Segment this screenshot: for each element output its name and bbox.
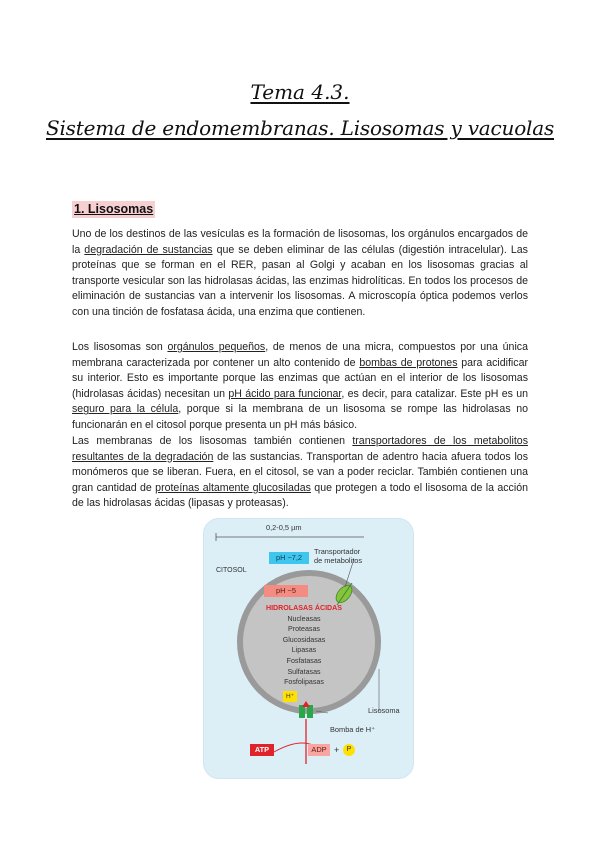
- p3-underline-2: proteínas altamente glucosiladas: [155, 481, 311, 494]
- p3-text-a: Las membranas de los lisosomas también contienen: [72, 435, 353, 447]
- transporter-label-2: de metabolitos: [314, 556, 363, 565]
- enzyme-item: Proteasas: [288, 625, 320, 634]
- p2-underline-2: bombas de protones: [359, 356, 458, 369]
- p1-text-b: que se deben eliminar de las células (digestión intracelular). Las proteínas que se forman en el RER, pasan al Golgi y acaban en los lisosomas gracias al transporte vesicular son las hidrolasas ácidas, las enzimas hidrolíticas. En todos los procesos de eliminación de sustancias van a intervenir los lisosomas. A microscopía óptica podemos verlos con una tinción de fosfatasa ácida, una enzima que contienen.: [72, 243, 528, 318]
- cytosol-label: CITOSOL: [216, 567, 247, 574]
- p2-text-e: , porque si la membrana de un lisosoma se rompe las hidrolasas no funcionarán en el citosol porque presenta un pH más básico.: [72, 403, 528, 431]
- p1-text-a: Uno de los destinos de las vesículas es la formación de lisosomas, los orgánulos encargados de la: [72, 228, 528, 256]
- p1-underline-1: degradación de sustancias: [84, 243, 213, 256]
- atp-badge: ATP: [250, 744, 274, 756]
- paragraph-3: [72, 434, 528, 512]
- p2-underline-1: orgánulos pequeños: [167, 341, 266, 353]
- enzyme-item: Nucleasas: [287, 614, 321, 623]
- paragraph-2: [72, 340, 528, 434]
- p2-text-d: , es decir, para catalizar. Este pH es un: [341, 387, 528, 400]
- lysosome-label: Lisosoma: [368, 706, 400, 715]
- phosphate-badge: P: [343, 744, 355, 756]
- enzyme-item: Glucosidasas: [282, 635, 326, 644]
- p2-underline-3: pH ácido para funcionar: [228, 387, 342, 400]
- enzyme-item: Lipasas: [291, 646, 317, 655]
- enzymes-title: HIDROLASAS ÁCIDAS: [265, 604, 343, 612]
- proton-badge: H⁺: [283, 691, 297, 702]
- pump-label: Bomba de H⁺: [330, 725, 375, 734]
- p3-underline-1: transportadores de los metabolitos resultantes de la degradación: [72, 435, 528, 463]
- p3-text-c: que protegen a todo el lisosoma de la acción de las hidrolasas ácidas (lipasas y proteasas).: [72, 481, 528, 510]
- p2-text-a: Los lisosomas son: [72, 341, 168, 353]
- size-label: 0,2-0,5 µm: [266, 523, 302, 532]
- transporter-label: [314, 547, 362, 565]
- enzyme-item: Fosfolipasas: [284, 678, 324, 687]
- enzyme-item: Fosfatasas: [286, 656, 322, 665]
- lysosome-figure: [203, 518, 414, 779]
- ph-in-badge: pH ~5: [264, 585, 308, 597]
- p2-underline-4: seguro para la célula: [72, 403, 179, 416]
- p2-text-c: para acidificar su interior. Esto es importante porque las enzimas que actúan en el interior de los lisosomas (hidrolasas ácidas) necesitan un: [72, 356, 528, 400]
- adp-badge: ADP: [308, 744, 330, 756]
- enzyme-item: Sulfatasas: [287, 667, 321, 676]
- ph-out-badge: pH ~7,2: [269, 552, 309, 564]
- title-line-2: Sistema de endomembranas. Lisosomas y vacuolas: [45, 116, 555, 140]
- p2-text-b: , de menos de una micra, compuestos por una única membrana caracterizada por contener un alto contenido de: [72, 341, 528, 369]
- transporter-label-1: Transportador: [314, 547, 361, 556]
- title-line-1: Tema 4.3.: [250, 80, 350, 104]
- paragraph-1: [72, 227, 528, 321]
- plus-sign: +: [334, 745, 340, 755]
- section-heading: 1. Lisosomas: [74, 202, 154, 216]
- enzymes-list: [244, 603, 364, 688]
- p3-text-b: de las sustancias. Transportan de adentro hacia afuera todos los monómeros que se liberan. Fuera, en el citosol, se van a poder reciclar. También contienen una gran cantidad de: [72, 450, 528, 494]
